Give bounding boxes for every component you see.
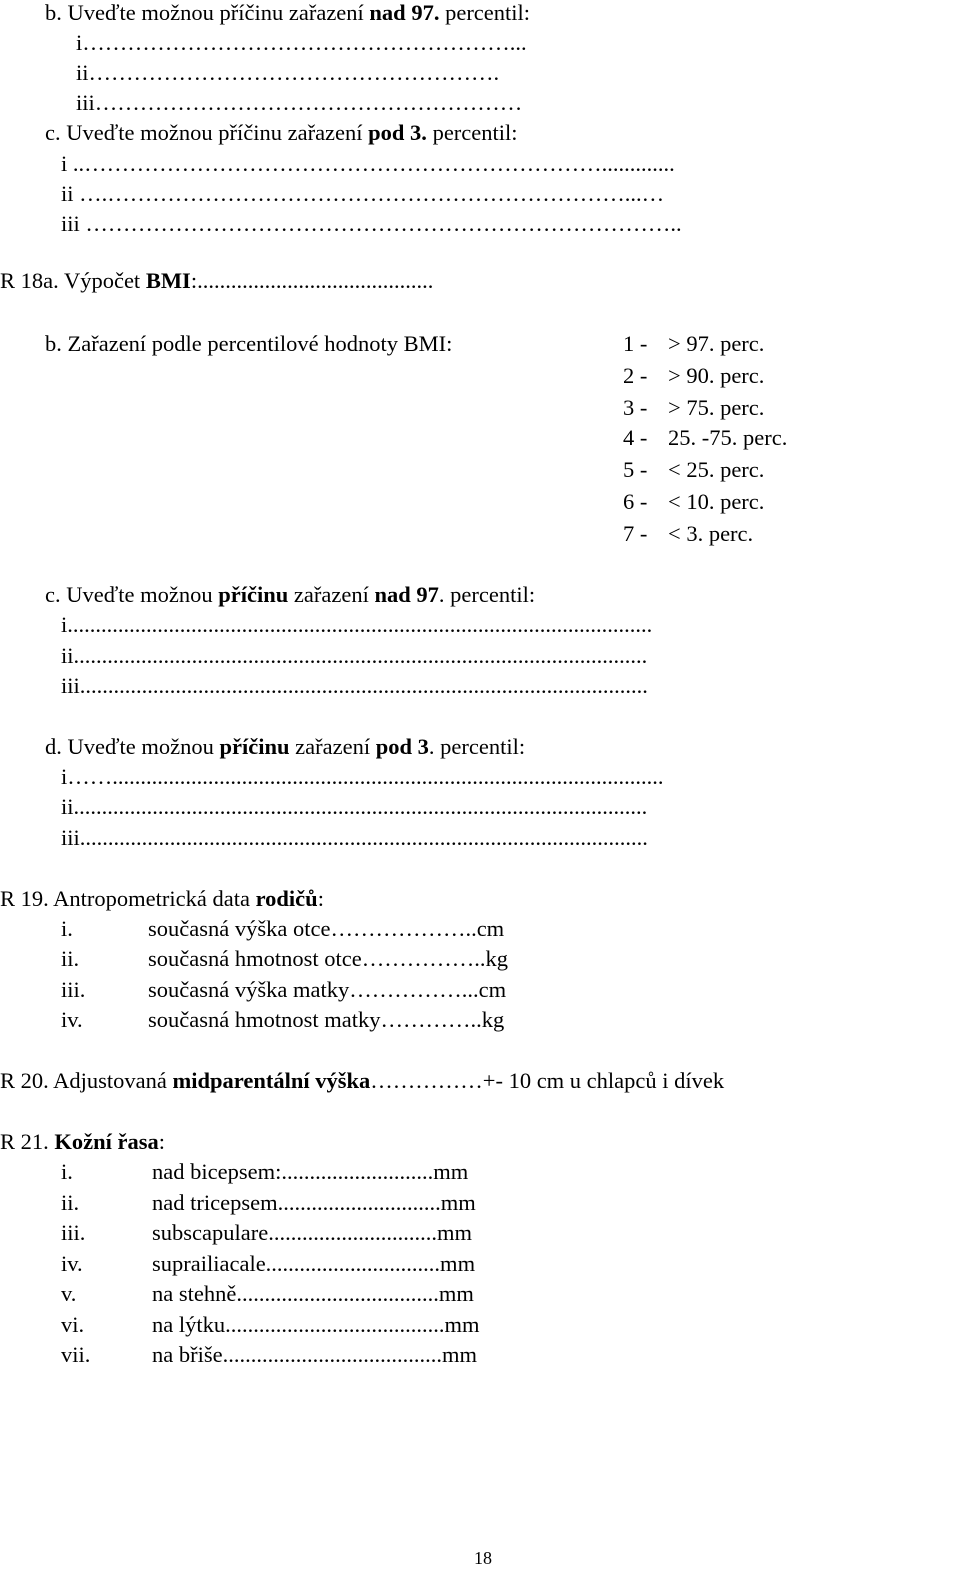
answer-line: ii……………………………………………….	[76, 60, 500, 85]
page-number: 18	[474, 1548, 492, 1568]
answer-line: iii.....................................................................................................	[61, 673, 648, 698]
answer-line: ii......................................................................................................	[61, 794, 648, 819]
r19-heading: R 19. Antropometrická data rodičů:	[0, 886, 324, 911]
answer-line: i……..................................................................................................	[61, 764, 664, 789]
part-b-heading: b. Uveďte možnou příčinu zařazení nad 97. percentil:	[45, 0, 531, 25]
percentile-option: 5 - < 25. perc.	[623, 457, 765, 482]
percentile-option: 3 - > 75. perc.	[623, 395, 765, 420]
percentile-option: 6 - < 10. perc.	[623, 489, 765, 514]
parent-measure-item: iv. současná hmotnost matky…………..kg	[61, 1007, 505, 1032]
parent-measure-item: i. současná výška otce………………..cm	[61, 916, 505, 941]
percentile-option: 7 - < 3. perc.	[623, 521, 754, 546]
answer-line: i ..…………………………………………………………….............	[61, 151, 675, 176]
answer-line: iii ……………………………………………………………………..	[61, 211, 682, 236]
skinfold-item: v. na stehně....................................mm	[61, 1281, 474, 1306]
r18d-heading: d. Uveďte možnou příčinu zařazení pod 3. percentil:	[45, 734, 526, 759]
answer-line: ii ….……………………………………………………………...…	[61, 181, 665, 206]
skinfold-item: vii. na břiše.......................................mm	[61, 1342, 477, 1367]
percentile-option: 2 - > 90. perc.	[623, 363, 765, 388]
skinfold-item: iii. subscapulare..............................mm	[61, 1220, 472, 1245]
skinfold-item: vi. na lýtku.......................................mm	[61, 1312, 480, 1337]
r18b-label: b. Zařazení podle percentilové hodnoty BMI:	[45, 331, 453, 356]
answer-line: ii......................................................................................................	[61, 643, 648, 668]
skinfold-item: iv. suprailiacale...............................mm	[61, 1251, 476, 1276]
answer-line: i........................................................................................................	[61, 612, 653, 637]
r20-midparental-height: R 20. Adjustovaná midparentální výška……………+- 10 cm u chlapců i dívek	[0, 1068, 725, 1093]
parent-measure-item: iii. současná výška matky……………...cm	[61, 977, 507, 1002]
parent-measure-item: ii. současná hmotnost otce……………..kg	[61, 946, 508, 971]
answer-line: i…………………………………………………...	[76, 30, 527, 55]
skinfold-item: ii. nad tricepsem.............................mm	[61, 1190, 476, 1215]
percentile-option: 1 - > 97. perc.	[623, 331, 765, 356]
skinfold-item: i. nad bicepsem:...........................mm	[61, 1159, 469, 1184]
answer-line: iii.....................................................................................................	[61, 825, 648, 850]
part-c-heading: c. Uveďte možnou příčinu zařazení pod 3. percentil:	[45, 120, 518, 145]
r18a-bmi-calculation: R 18a. Výpočet BMI:..........................................	[0, 268, 434, 293]
r18c-heading: c. Uveďte možnou příčinu zařazení nad 97. percentil:	[45, 582, 536, 607]
r21-heading: R 21. Kožní řasa:	[0, 1129, 166, 1154]
answer-line: iii…………………………………………………	[76, 90, 523, 115]
percentile-option: 4 - 25. -75. perc.	[623, 425, 788, 450]
